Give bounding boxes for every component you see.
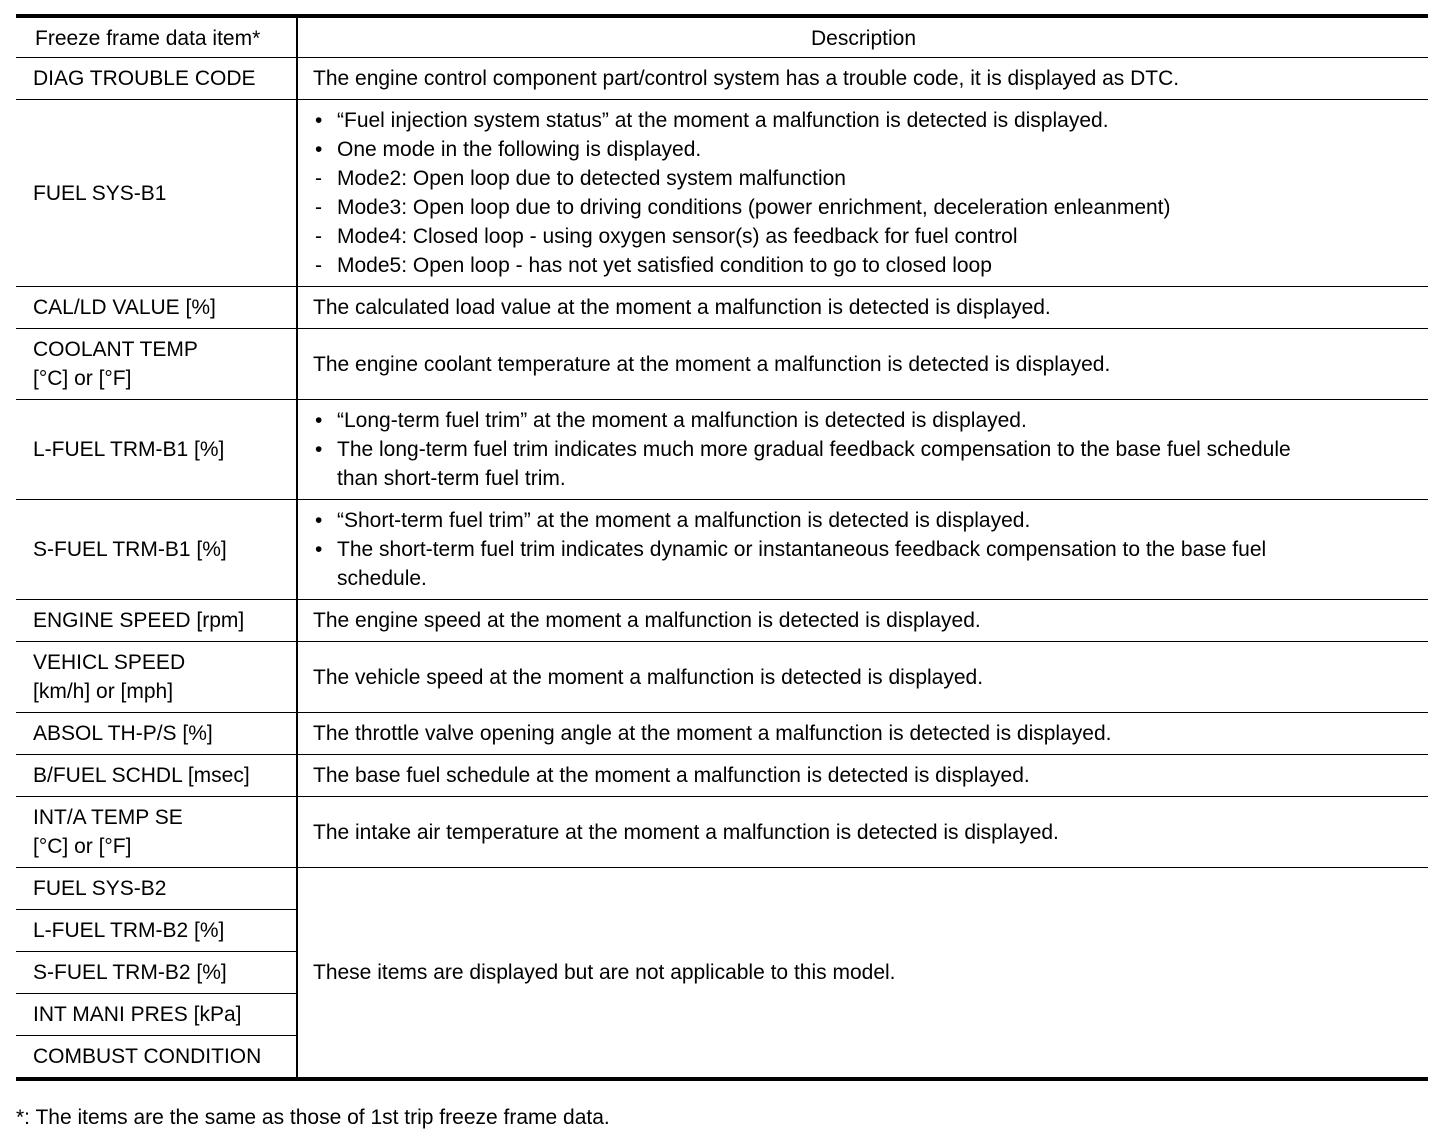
description-line-text: The engine speed at the moment a malfunction is detected is displayed.: [313, 609, 981, 632]
not-applicable-description-cell: [297, 868, 1428, 1080]
dash-marker: -: [315, 254, 322, 277]
description-lines: [313, 818, 1412, 847]
description-line: [313, 435, 1412, 464]
description-line: [313, 251, 1412, 280]
description-continuation: [313, 464, 1412, 493]
description-line: [313, 106, 1412, 135]
description-line-text: schedule.: [337, 567, 427, 590]
description-line: [313, 222, 1412, 251]
item-text: S-FUEL TRM-B2 [%]: [33, 961, 227, 984]
item-text: COMBUST CONDITION: [33, 1045, 262, 1068]
description-text: [313, 67, 1179, 90]
description-line-text: “Short-term fuel trim” at the moment a malfunction is detected is displayed.: [337, 509, 1031, 532]
description-cell: [297, 755, 1428, 797]
footnote: *: The items are the same as those of 1st trip freeze frame data.: [16, 1106, 610, 1129]
item-cell: [16, 287, 297, 329]
table-row: [16, 287, 1428, 329]
table-row-not-applicable: [16, 868, 1428, 910]
item-cell: [16, 952, 297, 994]
table-body: [16, 58, 1428, 1080]
column-header-description: Description: [297, 16, 1428, 58]
description-line-text: The vehicle speed at the moment a malfunction is detected is displayed.: [313, 665, 984, 689]
description-line: [313, 406, 1412, 435]
table-header-row: [16, 16, 1428, 58]
bullet-marker: •: [315, 438, 323, 461]
item-cell: [16, 329, 297, 400]
item-text: ENGINE SPEED [rpm]: [33, 609, 245, 632]
item-text: L-FUEL TRM-B2 [%]: [33, 919, 225, 942]
description-cell: [297, 58, 1428, 100]
description-lines: [313, 106, 1412, 280]
description-cell: [297, 600, 1428, 642]
table-row: [16, 329, 1428, 400]
item-cell: [16, 994, 297, 1036]
item-text: [°C] or [°F]: [33, 835, 132, 858]
item-text: INT/A TEMP SE: [33, 806, 183, 829]
description-line-text: The short-term fuel trim indicates dynamic or instantaneous feedback compensation to the base fuel: [337, 538, 1267, 561]
item-text: B/FUEL SCHDL [msec]: [33, 764, 250, 787]
description-lines: [313, 506, 1412, 593]
table-row: [16, 642, 1428, 713]
item-cell: [16, 500, 297, 600]
bullet-marker: •: [315, 138, 323, 161]
description-line-text: The intake air temperature at the moment a malfunction is detected is displayed.: [313, 820, 1059, 844]
item-cell: [16, 868, 297, 910]
item-text: [°C] or [°F]: [33, 367, 132, 390]
description-line-text: “Fuel injection system status” at the moment a malfunction is detected is displayed.: [337, 109, 1109, 132]
item-cell: [16, 910, 297, 952]
bullet-marker: •: [315, 109, 323, 132]
item-text: CAL/LD VALUE [%]: [33, 296, 216, 319]
item-cell: [16, 755, 297, 797]
bullet-marker: •: [315, 409, 323, 432]
description-continuation: [313, 564, 1412, 593]
table-row: [16, 500, 1428, 600]
description-line-text: “Long-term fuel trim” at the moment a malfunction is detected is displayed.: [337, 409, 1027, 432]
description-line: [313, 135, 1412, 164]
dash-marker: -: [315, 167, 322, 190]
item-cell: [16, 713, 297, 755]
item-cell: [16, 100, 297, 287]
description-line-text: The long-term fuel trim indicates much more gradual feedback compensation to the base fuel schedule: [337, 438, 1291, 461]
table-row: [16, 797, 1428, 868]
description-lines: [313, 719, 1412, 748]
description-line-text: The engine coolant temperature at the moment a malfunction is detected is displayed.: [313, 352, 1111, 376]
description-cell: [297, 713, 1428, 755]
description-cell: [297, 400, 1428, 500]
item-cell: [16, 642, 297, 713]
item-cell: [16, 1036, 297, 1080]
dash-marker: -: [315, 196, 322, 219]
description-line-text: than short-term fuel trim.: [337, 467, 566, 490]
freeze-frame-data-table: [16, 14, 1428, 1081]
item-text: FUEL SYS-B1: [33, 181, 167, 205]
description-cell: [297, 287, 1428, 329]
description-lines: [313, 406, 1412, 493]
description-lines: [313, 350, 1412, 379]
item-cell: [16, 797, 297, 868]
item-text: L-FUEL TRM-B1 [%]: [33, 438, 225, 461]
item-cell: [16, 600, 297, 642]
description-line-text: The base fuel schedule at the moment a malfunction is detected is displayed.: [313, 764, 1030, 787]
description-text: [313, 296, 1051, 319]
item-text: FUEL SYS-B2: [33, 877, 167, 900]
description-cell: [297, 642, 1428, 713]
description-lines: [313, 663, 1412, 692]
description-text: [313, 764, 1030, 787]
description-line: [313, 193, 1412, 222]
description-cell: [297, 500, 1428, 600]
table-row: [16, 600, 1428, 642]
description-line: [313, 164, 1412, 193]
description-text: [313, 666, 983, 689]
description-text: [313, 609, 981, 632]
table-row: [16, 755, 1428, 797]
description-line-text: The engine control component part/control system has a trouble code, it is displayed as DTC.: [313, 67, 1180, 90]
description-lines: [313, 606, 1412, 635]
table-row: [16, 400, 1428, 500]
item-text: INT MANI PRES [kPa]: [33, 1003, 242, 1026]
item-cell: [16, 58, 297, 100]
description-line: [313, 506, 1412, 535]
item-cell: [16, 400, 297, 500]
description-text: [313, 821, 1059, 844]
description-text: [313, 353, 1110, 376]
description-line-text: Mode2: Open loop due to detected system malfunction: [337, 167, 846, 190]
description-cell: [297, 100, 1428, 287]
description-text: [313, 722, 1111, 745]
description-line-text: Mode5: Open loop - has not yet satisfied condition to go to closed loop: [337, 254, 992, 277]
description-cell: [297, 329, 1428, 400]
description-line-text: One mode in the following is displayed.: [337, 138, 702, 161]
description-line: [313, 535, 1412, 564]
bullet-marker: •: [315, 538, 323, 561]
item-text: ABSOL TH-P/S [%]: [33, 722, 213, 745]
item-text: COOLANT TEMP: [33, 338, 198, 361]
description-cell: [297, 797, 1428, 868]
item-text: DIAG TROUBLE CODE: [33, 67, 256, 90]
description-lines: [313, 293, 1412, 322]
table-row: [16, 100, 1428, 287]
description-line-text: The throttle valve opening angle at the moment a malfunction is detected is displayed.: [313, 722, 1112, 745]
description-lines: [313, 761, 1412, 790]
table-row: [16, 58, 1428, 100]
item-text: VEHICL SPEED: [33, 651, 186, 674]
bullet-marker: •: [315, 509, 323, 532]
dash-marker: -: [315, 225, 322, 248]
description-line-text: Mode3: Open loop due to driving conditions (power enrichment, deceleration enleanment): [337, 196, 1171, 219]
column-header-item: Freeze frame data item*: [16, 16, 297, 58]
description-text: These items are displayed but are not applicable to this model.: [313, 961, 896, 984]
description-line-text: The calculated load value at the moment a malfunction is detected is displayed.: [313, 296, 1051, 319]
item-text: S-FUEL TRM-B1 [%]: [33, 538, 227, 561]
description-line-text: Mode4: Closed loop - using oxygen sensor(s) as feedback for fuel control: [337, 225, 1018, 248]
item-text: [km/h] or [mph]: [33, 680, 174, 703]
description-lines: [313, 64, 1412, 93]
table-row: [16, 713, 1428, 755]
